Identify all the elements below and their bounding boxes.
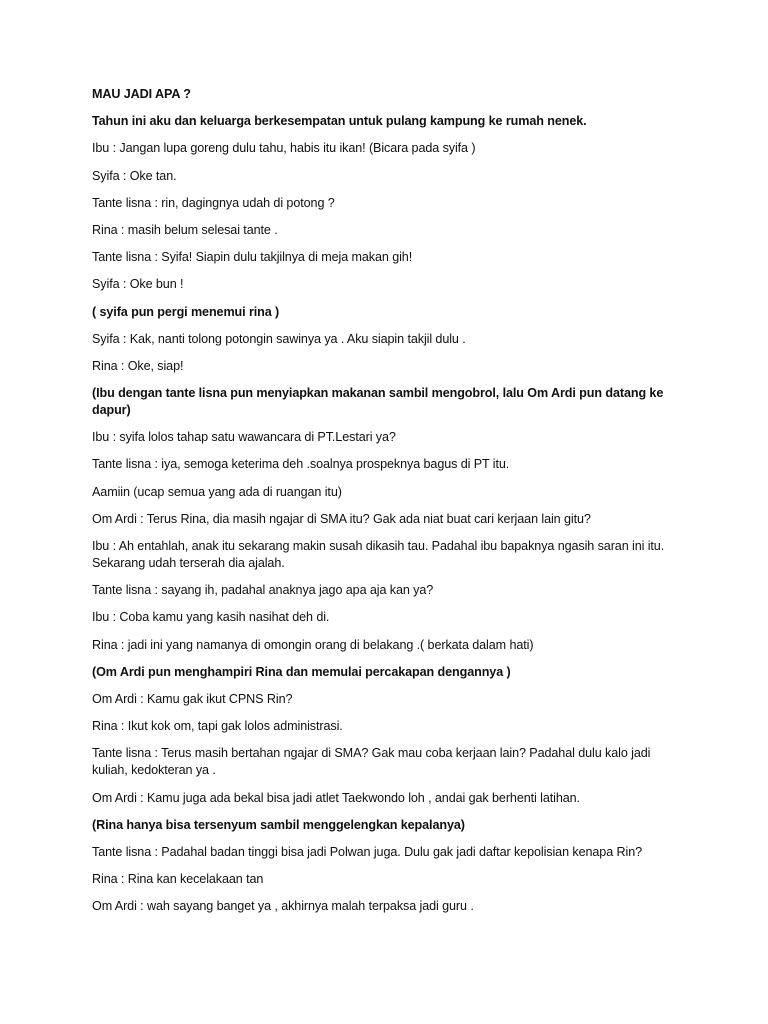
paragraph-10: Rina : Oke, siap!	[92, 358, 184, 373]
paragraph-17: Tante lisna : sayang ih, padahal anaknya jago apa aja kan ya?	[92, 583, 434, 598]
paragraph-13: Tante lisna : iya, semoga keterima deh .soalnya prospeknya bagus di PT itu.	[92, 457, 510, 472]
paragraph-26: Tante lisna : Padahal badan tinggi bisa jadi Polwan juga. Dulu gak jadi daftar kepolisian kenapa Rin?	[92, 844, 642, 859]
paragraph-14: Aamiin (ucap semua yang ada di ruangan itu)	[92, 484, 342, 499]
paragraph-25: (Rina hanya bisa tersenyum sambil menggelengkan kepalanya)	[92, 817, 465, 832]
paragraph-20: (Om Ardi pun menghampiri Rina dan memulai percakapan dengannya )	[92, 664, 511, 679]
paragraph-0: MAU JADI APA ?	[92, 87, 191, 101]
paragraph-28: Om Ardi : wah sayang banget ya , akhirnya malah terpaksa jadi guru .	[92, 899, 474, 914]
paragraph-18: Ibu : Coba kamu yang kasih nasihat deh di.	[92, 610, 330, 625]
paragraph-16: Ibu : Ah entahlah, anak itu sekarang makin susah dikasih tau. Padahal ibu bapaknya ngasih saran ini itu. Sekarang udah terserah dia ajalah.	[92, 539, 665, 570]
paragraph-7: Syifa : Oke bun !	[92, 277, 184, 292]
paragraph-19: Rina : jadi ini yang namanya di omongin orang di belakang .( berkata dalam hati)	[92, 637, 534, 652]
paragraph-27: Rina : Rina kan kecelakaan tan	[92, 872, 264, 887]
paragraph-24: Om Ardi : Kamu juga ada bekal bisa jadi atlet Taekwondo loh , andai gak berhenti latihan.	[92, 790, 580, 805]
paragraph-4: Tante lisna : rin, dagingnya udah di potong ?	[92, 195, 335, 210]
paragraph-1: Tahun ini aku dan keluarga berkesempatan untuk pulang kampung ke rumah nenek.	[92, 114, 587, 129]
document-body	[92, 86, 688, 915]
paragraph-15: Om Ardi : Terus Rina, dia masih ngajar di SMA itu? Gak ada niat buat cari kerjaan lain gitu?	[92, 511, 591, 526]
paragraph-21: Om Ardi : Kamu gak ikut CPNS Rin?	[92, 691, 293, 706]
paragraph-5: Rina : masih belum selesai tante .	[92, 222, 278, 237]
paragraph-3: Syifa : Oke tan.	[92, 168, 177, 183]
paragraph-9: Syifa : Kak, nanti tolong potongin sawinya ya . Aku siapin takjil dulu .	[92, 331, 466, 346]
paragraph-23: Tante lisna : Terus masih bertahan ngajar di SMA? Gak mau coba kerjaan lain? Padahal dulu kalo jadi kuliah, kedokteran ya .	[92, 746, 651, 778]
paragraph-2: Ibu : Jangan lupa goreng dulu tahu, habis itu ikan! (Bicara pada syifa )	[92, 141, 476, 156]
paragraph-11: (Ibu dengan tante lisna pun menyiapkan makanan sambil mengobrol, lalu Om Ardi pun datang ke dapur)	[92, 386, 664, 418]
paragraph-22: Rina : Ikut kok om, tapi gak lolos administrasi.	[92, 719, 343, 734]
paragraph-6: Tante lisna : Syifa! Siapin dulu takjilnya di meja makan gih!	[92, 250, 413, 265]
paragraph-8: ( syifa pun pergi menemui rina )	[92, 304, 280, 319]
paragraph-12: Ibu : syifa lolos tahap satu wawancara di PT.Lestari ya?	[92, 430, 396, 445]
